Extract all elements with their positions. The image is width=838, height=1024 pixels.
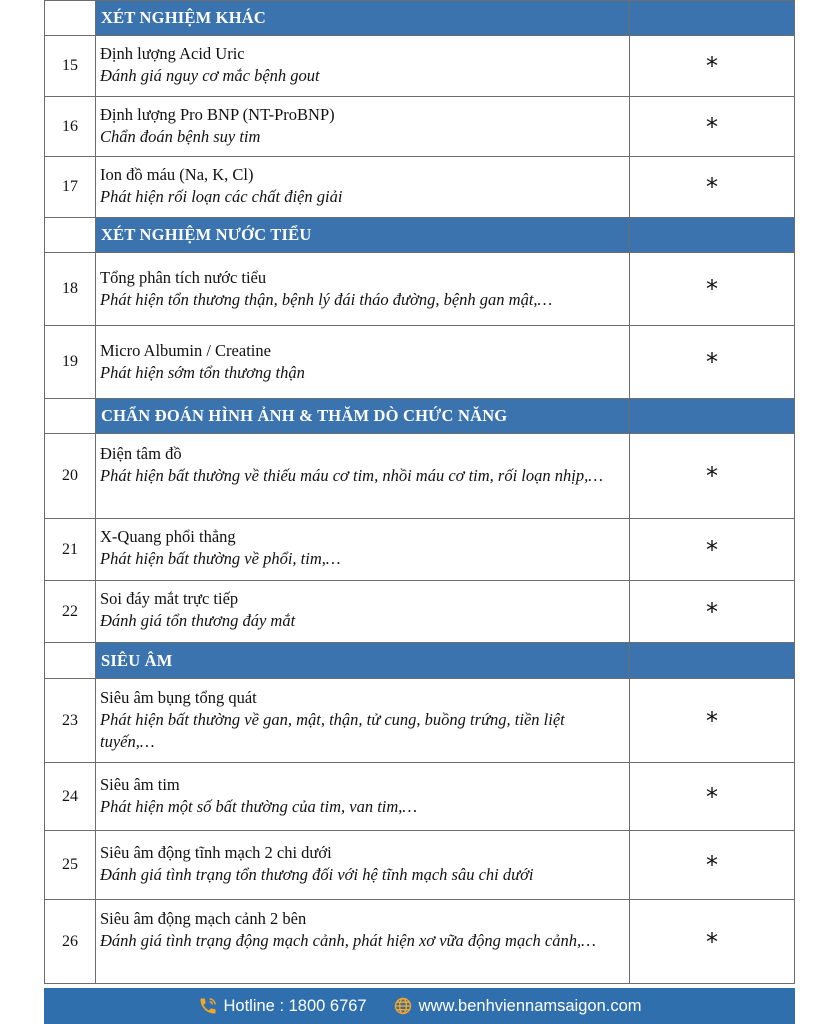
included-mark: * [706,173,718,201]
test-name: Siêu âm động tĩnh mạch 2 chi dưới [100,843,332,862]
section-header [44,218,795,253]
row-number: 25 [45,831,96,899]
table-row [44,831,795,900]
table-row [44,36,795,97]
section-header [44,0,795,36]
table-row [44,900,795,984]
website-text: www.benhviennamsaigon.com [418,996,642,1015]
included-mark: * [706,275,718,303]
section-title: CHẨN ĐOÁN HÌNH ẢNH & THĂM DÒ CHỨC NĂNG [96,399,630,433]
row-number: 15 [45,36,96,96]
test-name: Siêu âm bụng tổng quát [100,688,257,707]
test-description: Phát hiện một số bất thường của tim, van tim,… [100,797,418,816]
test-description: Đánh giá nguy cơ mắc bệnh gout [100,66,320,85]
included-mark: * [706,348,718,376]
included-mark: * [706,851,718,879]
test-description: Đánh giá tình trạng tổn thương đối với hệ tĩnh mạch sâu chi dưới [100,865,534,884]
table-row [44,157,795,218]
table-row [44,679,795,763]
section-title: XÉT NGHIỆM NƯỚC TIỂU [96,218,630,252]
included-mark: * [706,706,718,735]
row-number: 16 [45,97,96,156]
table-row [44,581,795,643]
included-mark: * [706,535,718,564]
phone-icon [198,996,218,1016]
test-description: Đánh giá tình trạng động mạch cảnh, phát hiện xơ vữa động mạch cảnh,… [100,931,596,950]
website-link[interactable] [393,996,642,1016]
table-row [44,253,795,326]
included-mark: * [706,112,718,141]
row-number: 20 [45,434,96,518]
test-description: Phát hiện bất thường về thiếu máu cơ tim, nhồi máu cơ tim, rối loạn nhịp,… [100,466,603,485]
test-name: Micro Albumin / Creatine [100,341,271,360]
included-mark: * [706,52,718,80]
table-row [44,434,795,519]
test-description: Phát hiện rối loạn các chất điện giải [100,187,343,206]
included-mark: * [706,782,718,811]
row-number: 18 [45,253,96,325]
test-name: Tổng phân tích nước tiểu [100,268,267,287]
test-description: Phát hiện bất thường về gan, mật, thận, tử cung, buồng trứng, tiền liệt tuyến,… [100,710,565,751]
row-number: 19 [45,326,96,398]
footer-bar [44,988,795,1024]
section-header [44,643,795,679]
included-mark: * [706,597,718,626]
included-mark: * [706,927,718,956]
test-name: Ion đồ máu (Na, K, Cl) [100,165,254,184]
table-row [44,519,795,581]
row-number: 24 [45,763,96,830]
row-number: 23 [45,679,96,762]
test-description: Phát hiện bất thường về phổi, tim,… [100,549,341,568]
hotline[interactable] [198,996,367,1016]
row-number: 21 [45,519,96,580]
globe-icon [393,996,413,1016]
test-name: X-Quang phổi thẳng [100,527,236,546]
test-description: Phát hiện tổn thương thận, bệnh lý đái tháo đường, bệnh gan mật,… [100,290,553,309]
test-description: Đánh giá tổn thương đáy mắt [100,611,296,630]
section-title: SIÊU ÂM [96,643,630,678]
test-name: Điện tâm đồ [100,444,182,463]
test-name: Định lượng Acid Uric [100,44,245,63]
section-header [44,399,795,434]
row-number: 17 [45,157,96,217]
table-row [44,763,795,831]
test-name: Soi đáy mắt trực tiếp [100,589,239,608]
test-name: Siêu âm động mạch cảnh 2 bên [100,909,307,928]
included-mark: * [706,462,718,490]
test-description: Phát hiện sớm tổn thương thận [100,363,305,382]
test-name: Định lượng Pro BNP (NT-ProBNP) [100,105,335,124]
test-name: Siêu âm tim [100,775,180,794]
table-row [44,326,795,399]
row-number: 22 [45,581,96,642]
exam-table [44,0,795,984]
hotline-text: Hotline : 1800 6767 [223,996,367,1015]
table-row [44,97,795,157]
test-description: Chẩn đoán bệnh suy tim [100,127,261,146]
row-number: 26 [45,900,96,983]
section-title: XÉT NGHIỆM KHÁC [96,1,630,35]
